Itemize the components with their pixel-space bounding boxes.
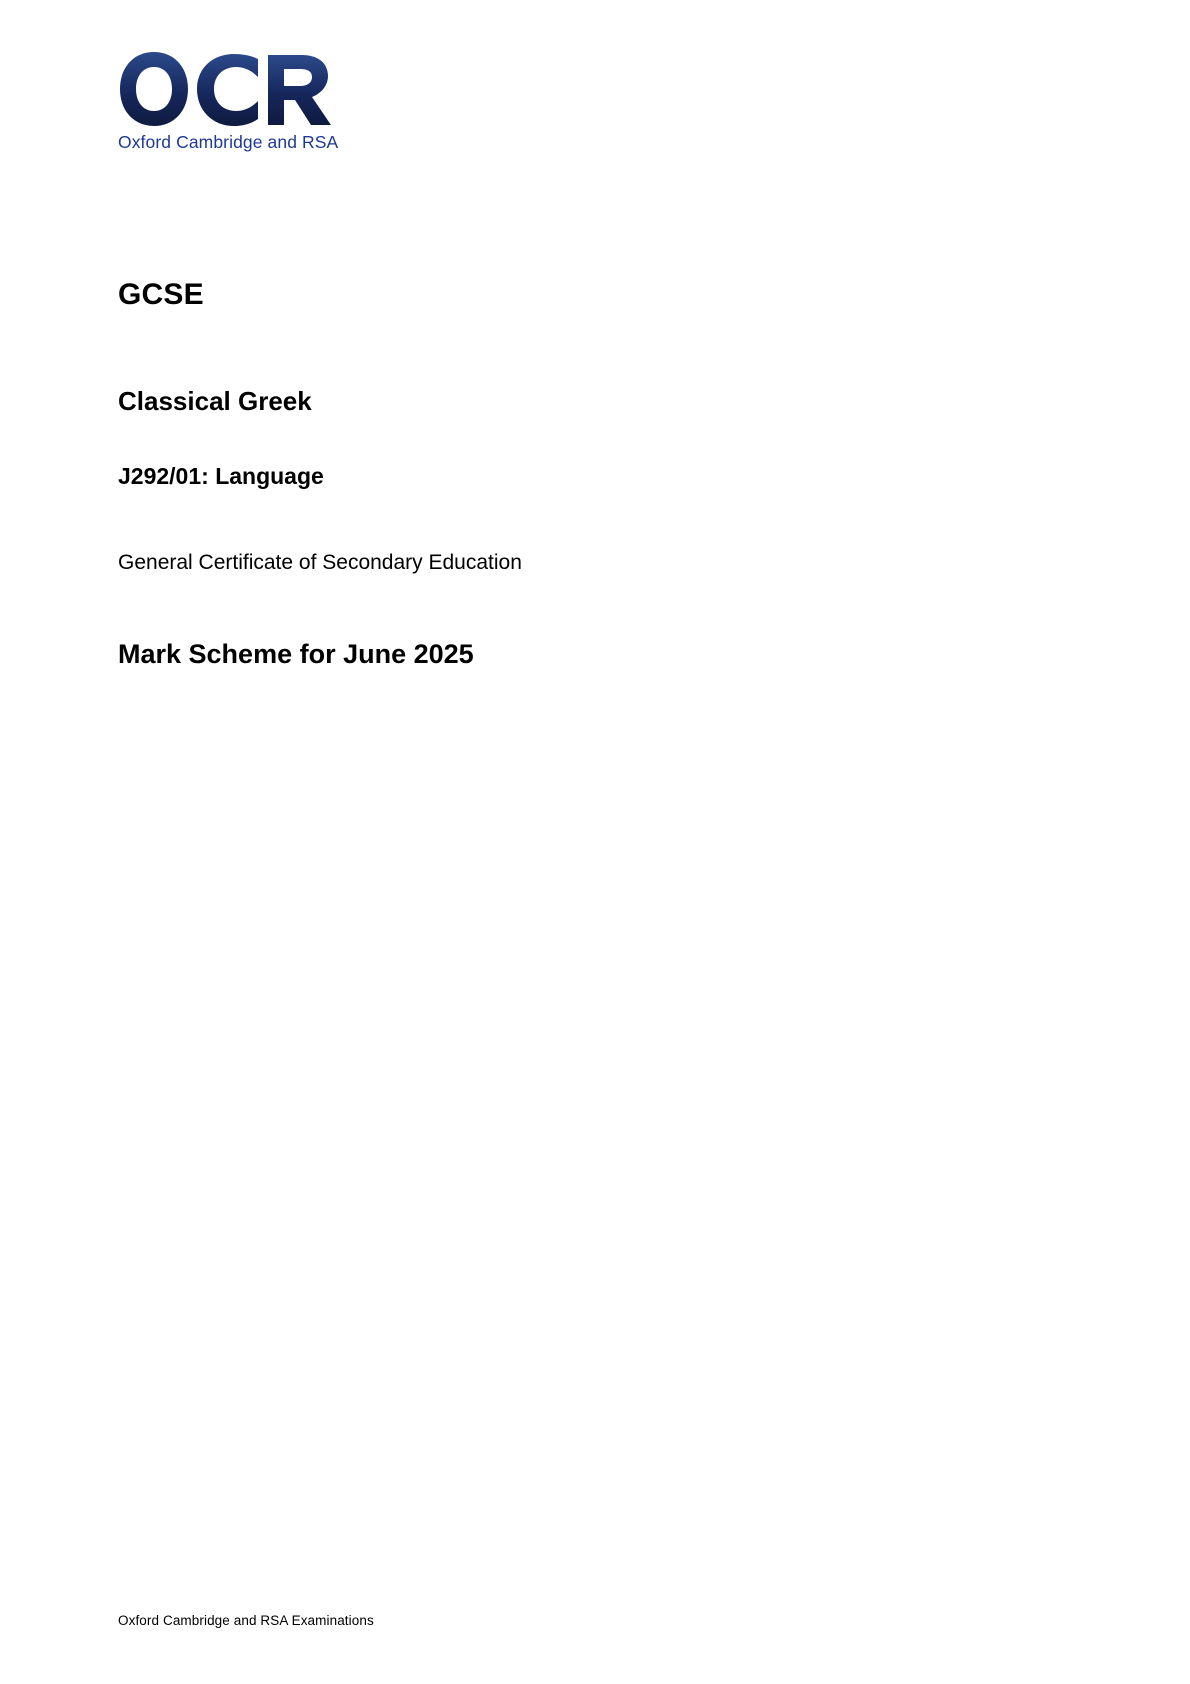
qualification-title: GCSE bbox=[118, 278, 204, 311]
title-block bbox=[118, 278, 1018, 670]
page-footer: Oxford Cambridge and RSA Examinations bbox=[118, 1613, 374, 1628]
ocr-logo bbox=[118, 50, 348, 153]
document-type-title: Mark Scheme for June 2025 bbox=[118, 638, 474, 669]
ocr-logo-strapline: Oxford Cambridge and RSA bbox=[118, 132, 339, 152]
unit-code-title: J292/01: Language bbox=[118, 462, 324, 489]
ocr-logo-icon bbox=[118, 50, 336, 128]
subject-title: Classical Greek bbox=[118, 386, 312, 416]
certificate-name: General Certificate of Secondary Education bbox=[118, 550, 522, 574]
